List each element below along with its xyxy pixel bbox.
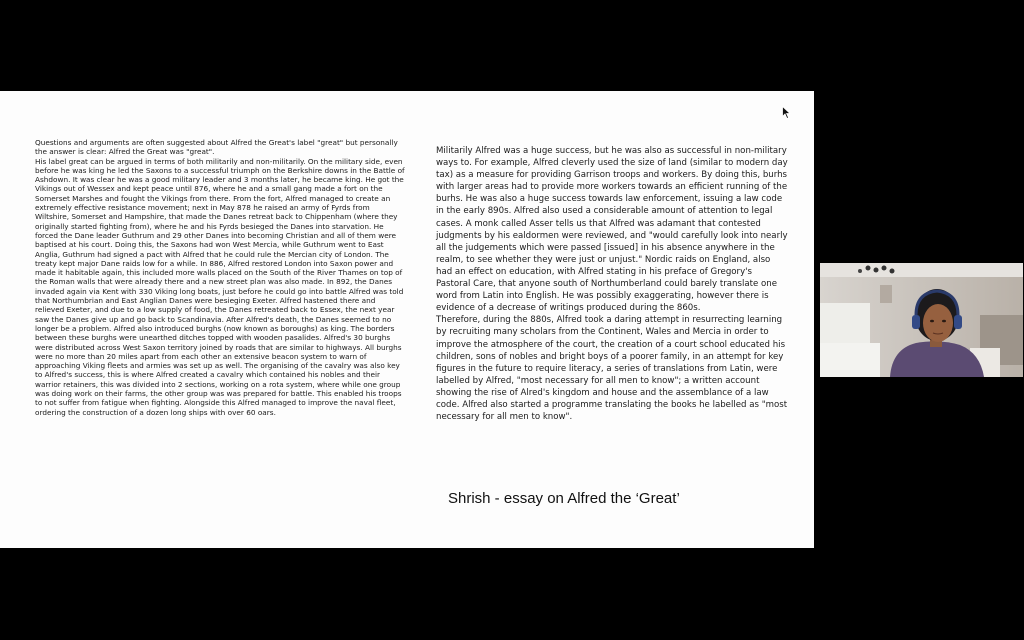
arrow-cursor-icon xyxy=(782,106,791,119)
essay-caption: Shrish - essay on Alfred the ‘Great’ xyxy=(448,490,680,507)
shared-screen xyxy=(0,91,814,548)
participant-video-tile[interactable] xyxy=(820,263,1023,377)
essay-left-column: Questions and arguments are often suggested about Alfred the Great's label "great" but personally the answer is clear: Alfred the Great was "great". His label great can be argued in terms of both militarily and non-militarily. On the military side, even before he was king he led the Saxons to a successful triumph on the Berkshire downs in the Battle of Ashdown. It was clear he was a good military leader and 3 months later, he became king. He got the Vikings out of Wessex and kept peace until 876, where he and a small gang made a fort on the Somerset Marshes and fought the Vikings from there. From the fort, Alfred managed to create an extremely effective resistance movement; next in May 878 he raised an army of Fyrds from Wiltshire, Somerset and Hampshire, that made the Danes retreat back to Chippenham (where they originally started fighting from), where he and his Fyrds besieged the Danes into starvation. He forced the Dane leader Guthrum and 29 other Danes into becoming Christian and all of them were baptised at his court. Doing this, the Saxons had won West Mercia, while Guthrum went to East Anglia, Guthrum had signed a pact with Alfred that he could rule the Mercian city of London. The treaty kept major Dane raids low for a while. In 886, Alfred restored London into Saxon power and made it habitable again, this included more walls placed on the South of the River Thames on top of the Roman walls that were already there and a new street plan was also made. In 892, the Danes invaded again via Kent with 330 Viking long boats, just before he could go into battle Alfred was told that Northumbrian and East Anglian Danes were besieging Exeter. Alfred hastened there and relieved Exeter, and due to a low supply of food, the Danes retreated back to Essex, the next year saw the Danes give up and go back to Scandinavia. After Alfred's death, the Danes seemed to no longer be a problem. Alfred also introduced burghs (now known as boroughs) as king. The borders between these burghs were unearthed ditches topped with wooden pasalides. Alfred's 30 burghs were distributed across West Saxon territory joined by roads that are similar to highways. All burghs were no more than 20 miles apart from each other an extensive beacon system to warn of approaching Viking fleets and armies was set up as well. The organising of the cavalry was also key to Alfred's success, this is where Alfred created a cavalry which contained his nobles and their warrior retainers, this was divided into 2 sections, working on a rota system, where while one group was doing work on their farms, the other group was was prepared for battle. This enabled his troops to not suffer from fatigue when fighting. Alongside this Alfred managed to improve the naval fleet, ordering the construction of a dozen long ships with over 60 oars. xyxy=(35,138,405,417)
essay-right-column: Militarily Alfred was a huge success, but he was also as successful in non-military ways to. For example, Alfred cleverly used the size of land (similar to modern day tax) as a measure for providing Garrison troops and workers. By doing this, burhs with larger areas had to provide more workers towards an efficient running of the burhs. He was also a huge success towards law enforcement, issuing a law code in the early 890s. Alfred also used a considerable amount of attention to legal cases. A monk called Asser tells us that Alfred was adamant that contested judgments by his ealdormen were reviewed, and "would carefully look into nearly all the judgements which were passed [issued] in his absence anywhere in the realm, to see whether they were just or unjust." Nordic raids on England, also had an effect on education, with Alfred stating in his preface of Gregory's Pastoral Care, that anyone south of Northumberland could barely translate one word from Latin into English. He was possibly exaggerating, however there is evidence of a decrease of writings produced during the 860s. Therefore, during the 880s, Alfred took a daring attempt in resurrecting learning by recruiting many scholars from the Continent, Wales and Mercia in order to improve the atmosphere of the court, the creation of a court school educated his children, sons of nobles and bright boys of a poorer family, in an attempt for key figures in the future to require literacy, a series of translations from Latin, were labelled by Alfred, "most necessary for all men to know"; a written account showing the rise of Alred's kingdom and house and the assemblance of a law code. Alfred also started a programme translating the books he labelled as "most necessary for all men to know". xyxy=(436,146,788,423)
participant-video-feed xyxy=(820,263,1023,377)
